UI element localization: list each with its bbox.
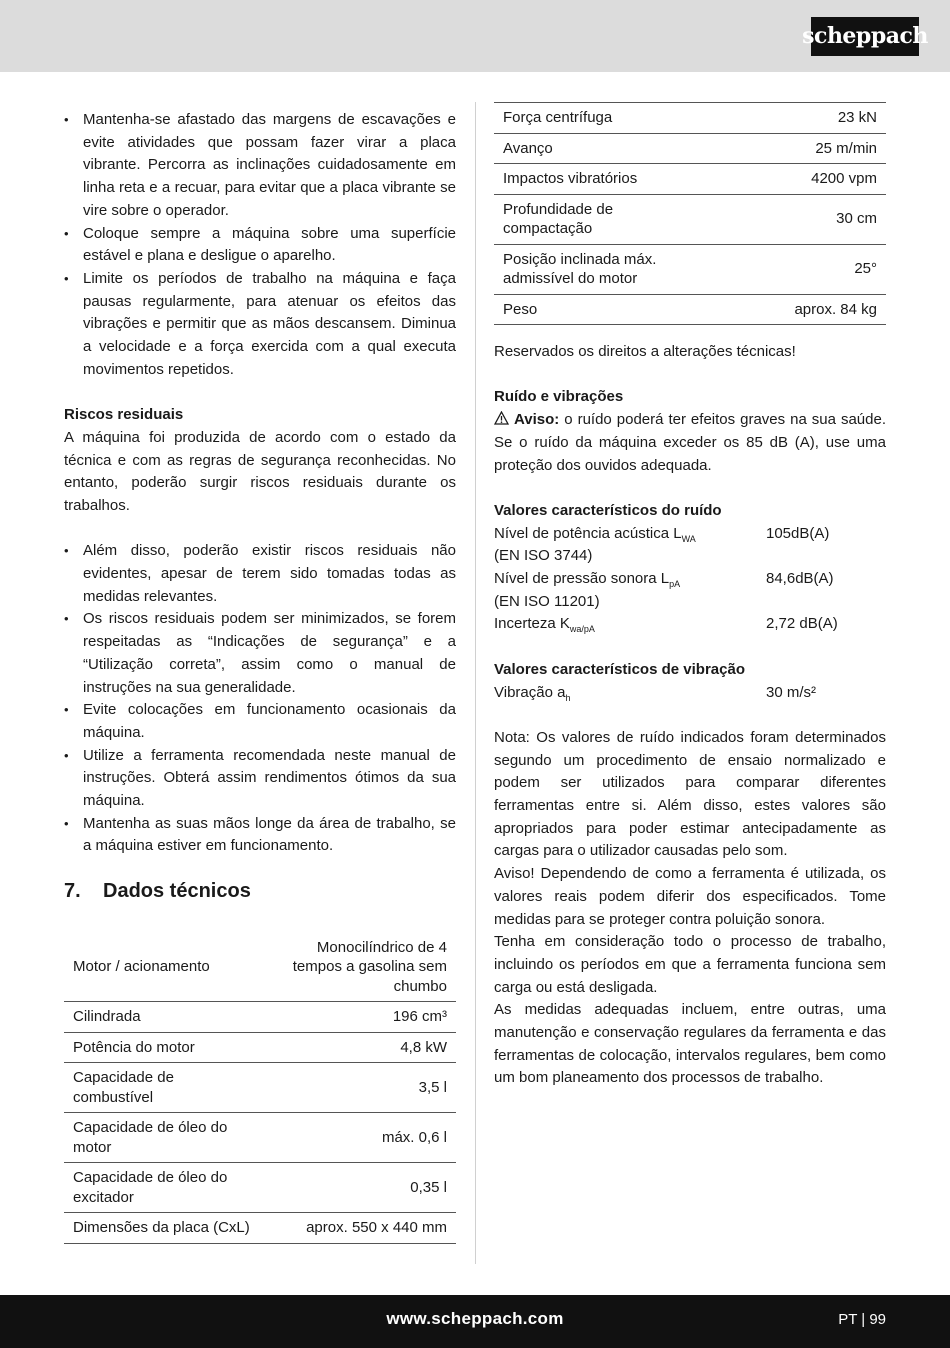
spec-label: Capacidade de óleo do motor: [64, 1113, 260, 1163]
section-heading: [64, 880, 456, 903]
spec-label: Capacidade de combustível: [64, 1063, 260, 1113]
noise-value-entry: [494, 523, 886, 568]
list-item: • Coloque sempre a máquina sobre uma superfície estável e plana e desligue o aparelho.: [64, 223, 456, 268]
spec-value: 23 kN: [684, 103, 886, 134]
list-item: • Mantenha as suas mãos longe da área de trabalho, se a máquina estiver em funcionamento.: [64, 813, 456, 858]
table-row: [64, 1063, 456, 1113]
footer-bar: [0, 1295, 950, 1348]
table-row: [64, 1113, 456, 1163]
noise-values-heading: Valores característicos do ruído: [494, 501, 722, 519]
table-row: [494, 244, 886, 294]
spec-value: 25 m/min: [684, 133, 886, 164]
spec-value: 0,35 l: [260, 1163, 456, 1213]
note-paragraph: Tenha em consideração todo o processo de trabalho, incluindo os períodos em que a ferramenta funciona sem carga ou está desligada.: [494, 933, 886, 996]
left-column: [64, 109, 456, 1244]
vibration-value-entry: [494, 682, 886, 705]
list-item: • Os riscos residuais podem ser minimizados, se forem respeitadas as “Indicações de segurança” e a “Utilização correta”, assim como o manual de instruções na sua generalidade.: [64, 608, 456, 699]
technical-data-table: [64, 933, 456, 1244]
vibration-label: Vibração a: [494, 683, 566, 701]
noise-value-label: Nível de potência acústica L: [494, 524, 682, 542]
list-item: • Mantenha-se afastado das margens de escavações e evite atividades que possam fazer virar a placa vibrante. Percorra as inclinações cuidadosamente em linha reta e a recuar, para evitar que a placa vibrante se vire sobre o operador.: [64, 109, 456, 223]
table-row: [494, 103, 886, 134]
section-title: Dados técnicos: [103, 880, 251, 903]
noise-value: 84,6dB(A): [766, 570, 834, 587]
spec-value: máx. 0,6 l: [260, 1113, 456, 1163]
vibration-subscript: h: [565, 692, 571, 703]
spec-value: 196 cm³: [260, 1002, 456, 1033]
spec-label: Potência do motor: [64, 1032, 260, 1063]
note-paragraph: Aviso! Dependendo de como a ferramenta é utilizada, os valores reais podem diferir dos especificados. Tome medidas para se proteger contra poluição sonora.: [494, 865, 886, 928]
spec-label: Capacidade de óleo do excitador: [64, 1163, 260, 1213]
residual-risks-heading: Riscos residuais: [64, 406, 184, 424]
right-column: [494, 102, 886, 1090]
header-bar: [0, 0, 950, 72]
spec-value: Monocilíndrico de 4 tempos a gasolina sem chumbo: [260, 933, 456, 1002]
noise-value-entry: [494, 613, 886, 636]
spec-label: Impactos vibratórios: [494, 164, 684, 195]
spec-value: 4200 vpm: [684, 164, 886, 195]
spec-value: 3,5 l: [260, 1063, 456, 1113]
note-paragraph: Nota: Os valores de ruído indicados foram determinados segundo um procedimento de ensaio normalizado e podem ser utilizados para comparar diferentes ferramentas entre si. Além disso, estes valores são apropriados para poder estimar antecipadamente as cargas para o utilizador causadas pelo som.: [494, 728, 886, 860]
noise-warning: [494, 409, 886, 477]
page-number: PT | 99: [838, 1311, 886, 1328]
list-item: • Utilize a ferramenta recomendada neste manual de instruções. Obterá assim rendimentos ótimos da sua máquina.: [64, 745, 456, 813]
spec-value: aprox. 550 x 440 mm: [260, 1213, 456, 1244]
spec-label: Motor / acionamento: [64, 933, 260, 1002]
list-item: • Evite colocações em funcionamento ocasionais da máquina.: [64, 699, 456, 744]
noise-vibration-heading: Ruído e vibrações: [494, 388, 624, 406]
technical-data-table-continued: [494, 102, 886, 325]
noise-value-label: Nível de pressão sonora L: [494, 570, 670, 587]
noise-value-entry: [494, 568, 886, 613]
noise-value-standard: (EN ISO 11201): [494, 592, 600, 610]
residual-bullet-list: [64, 540, 456, 858]
noise-value-subscript: wa/pA: [569, 624, 595, 635]
reserved-rights-note: Reservados os direitos a alterações técnicas!: [494, 343, 796, 360]
note-paragraph: As medidas adequadas incluem, entre outras, uma manutenção e conservação regulares da ferramenta e das ferramentas de colocação, intervalos regulares, bem como um bom planeamento dos processos de trabalho.: [494, 1001, 886, 1087]
table-row: [494, 164, 886, 195]
table-row: [64, 1002, 456, 1033]
vibration-values-heading: Valores característicos de vibração: [494, 660, 745, 678]
spec-value: 4,8 kW: [260, 1032, 456, 1063]
brand-logo: scheppach: [811, 17, 919, 56]
table-row: [64, 933, 456, 1002]
spec-label: Dimensões da placa (CxL): [64, 1213, 260, 1244]
noise-value-subscript: WA: [681, 533, 696, 544]
table-row: [494, 133, 886, 164]
vibration-value: 30 m/s²: [766, 683, 817, 701]
noise-value: 105dB(A): [766, 524, 830, 542]
warning-triangle-icon: [494, 411, 509, 425]
spec-value: 25°: [684, 244, 886, 294]
spec-label: Peso: [494, 294, 684, 325]
list-item: • Limite os períodos de trabalho na máquina e faça pausas regularmente, para atenuar os efeitos das vibrações e permitir que as mãos descansem. Diminua a velocidade e a força exercida com a qual executa movimentos repetidos.: [64, 268, 456, 382]
column-divider: [475, 102, 476, 1264]
section-number: 7.: [64, 880, 81, 903]
website-link[interactable]: www.scheppach.com: [386, 1309, 564, 1328]
table-row: [494, 294, 886, 325]
spec-value: aprox. 84 kg: [684, 294, 886, 325]
list-item: • Além disso, poderão existir riscos residuais não evidentes, apesar de terem sido tomadas todas as medidas relevantes.: [64, 540, 456, 608]
spec-label: Cilindrada: [64, 1002, 260, 1033]
spec-label: Avanço: [494, 133, 684, 164]
safety-bullet-list: [64, 109, 456, 381]
noise-value: 2,72 dB(A): [766, 615, 838, 633]
residual-risks-text: A máquina foi produzida de acordo com o estado da técnica e com as regras de segurança reconhecidas. No entanto, poderão surgir riscos residuais durante os trabalhos.: [64, 428, 456, 514]
warning-label: Aviso:: [513, 411, 560, 429]
table-row: [64, 1163, 456, 1213]
spec-label: Posição inclinada máx. admissível do motor: [494, 244, 684, 294]
noise-value-standard: (EN ISO 3744): [494, 547, 593, 565]
table-row: [64, 1213, 456, 1244]
table-row: [494, 194, 886, 244]
noise-value-label: Incerteza K: [494, 615, 570, 633]
warning-text: o ruído poderá ter efeitos graves na sua saúde. Se o ruído da máquina exceder os 85 dB (A), use uma proteção dos ouvidos adequada.: [494, 411, 886, 474]
spec-label: Profundidade de compactação: [494, 194, 684, 244]
spec-label: Força centrífuga: [494, 103, 684, 134]
noise-value-subscript: pA: [669, 579, 681, 589]
spec-value: 30 cm: [684, 194, 886, 244]
table-row: [64, 1032, 456, 1063]
